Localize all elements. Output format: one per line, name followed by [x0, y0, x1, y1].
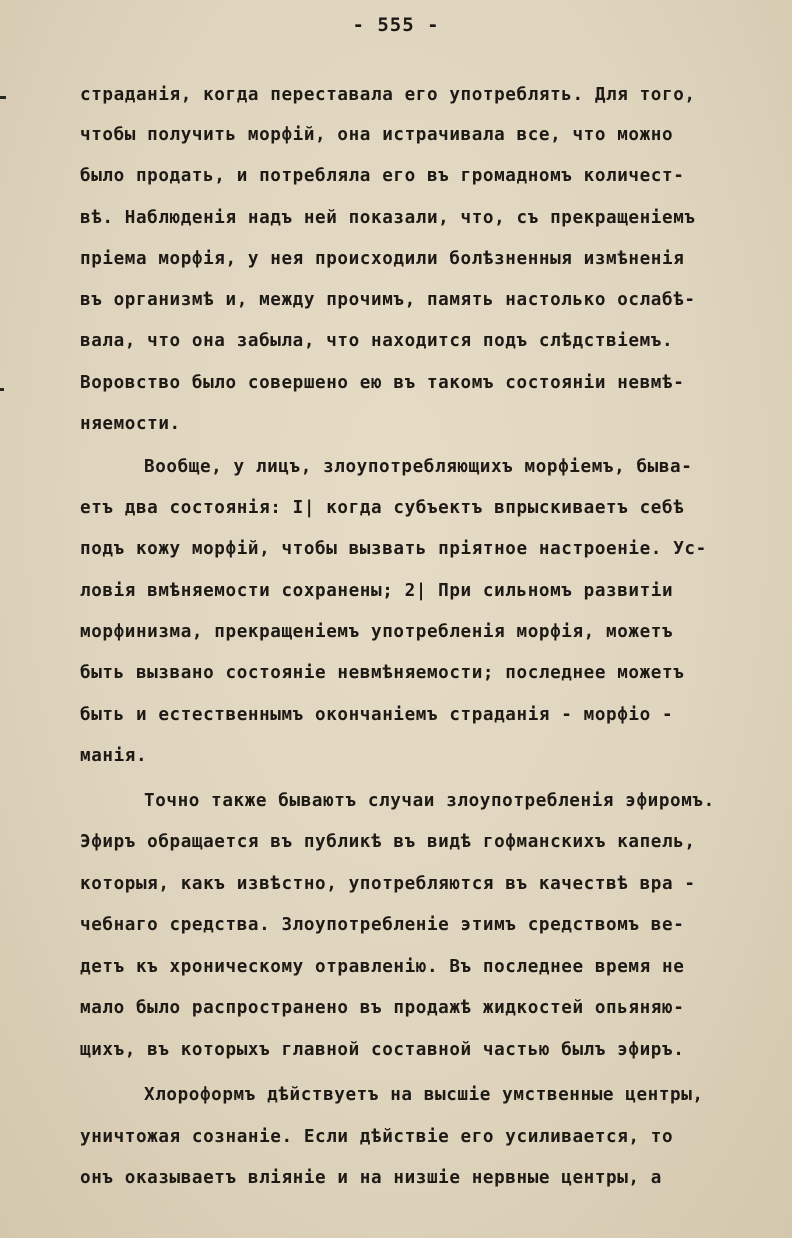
text-line: детъ къ хроническому отравленію. Въ последнее время не	[80, 957, 685, 977]
text-line: вѣ. Наблюденія надъ ней показали, что, съ прекращеніемъ	[80, 208, 696, 228]
text-line: етъ два состоянія: I| когда субъектъ впрыскиваетъ себѣ	[80, 498, 685, 518]
text-line: вала, что она забыла, что находится подъ слѣдствіемъ.	[80, 331, 674, 351]
text-line: Точно также бываютъ случаи злоупотребленія эфиромъ.	[144, 791, 715, 811]
text-line: манія.	[80, 746, 148, 766]
text-line: щихъ, въ которыхъ главной составной частью былъ эфиръ.	[80, 1040, 685, 1060]
text-line: морфинизма, прекращеніемъ употребленія морфія, можетъ	[80, 622, 674, 642]
text-line: ловія вмѣняемости сохранены; 2| При сильномъ развитіи	[80, 581, 674, 601]
text-line: чебнаго средства. Злоупотребленіе этимъ средствомъ ве-	[80, 915, 685, 935]
text-line: Воровство было совершено ею въ такомъ состояніи невмѣ-	[80, 373, 685, 393]
text-line: чтобы получить морфій, она истрачивала все, что можно	[80, 125, 674, 145]
text-line: онъ оказываетъ вліяніе и на низшіе нервные центры, а	[80, 1168, 663, 1188]
text-line: подъ кожу морфій, чтобы вызвать пріятное настроеніе. Ус-	[80, 539, 707, 559]
text-line: уничтожая сознаніе. Если дѣйствіе его усиливается, то	[80, 1127, 674, 1147]
text-line: няемости.	[80, 414, 181, 434]
text-line: пріема морфія, у нея происходили болѣзненныя измѣненія	[80, 249, 685, 269]
text-line: которыя, какъ извѣстно, употребляются въ качествѣ вра -	[80, 874, 696, 894]
text-line: въ организмѣ и, между прочимъ, память настолько ослабѣ-	[80, 290, 696, 310]
text-line: Хлороформъ дѣйствуетъ на высшіе умственные центры,	[144, 1085, 704, 1105]
text-line: Вообще, у лицъ, злоупотребляющихъ морфіемъ, быва-	[144, 457, 693, 477]
text-line: быть и естественнымъ окончаніемъ страданія - морфіо -	[80, 705, 674, 725]
text-line: Эфиръ обращается въ публикѣ въ видѣ гофманскихъ капель,	[80, 832, 696, 852]
margin-mark	[0, 388, 4, 391]
page-number: - 555 -	[352, 14, 440, 36]
text-line: мало было распространено въ продажѣ жидкостей опьяняю-	[80, 998, 685, 1018]
text-line: быть вызвано состояніе невмѣняемости; последнее можетъ	[80, 663, 685, 683]
text-line: было продать, и потребляла его въ громадномъ количест-	[80, 166, 685, 186]
margin-mark	[0, 96, 6, 99]
text-line: страданія, когда переставала его употреблять. Для того,	[80, 85, 696, 105]
